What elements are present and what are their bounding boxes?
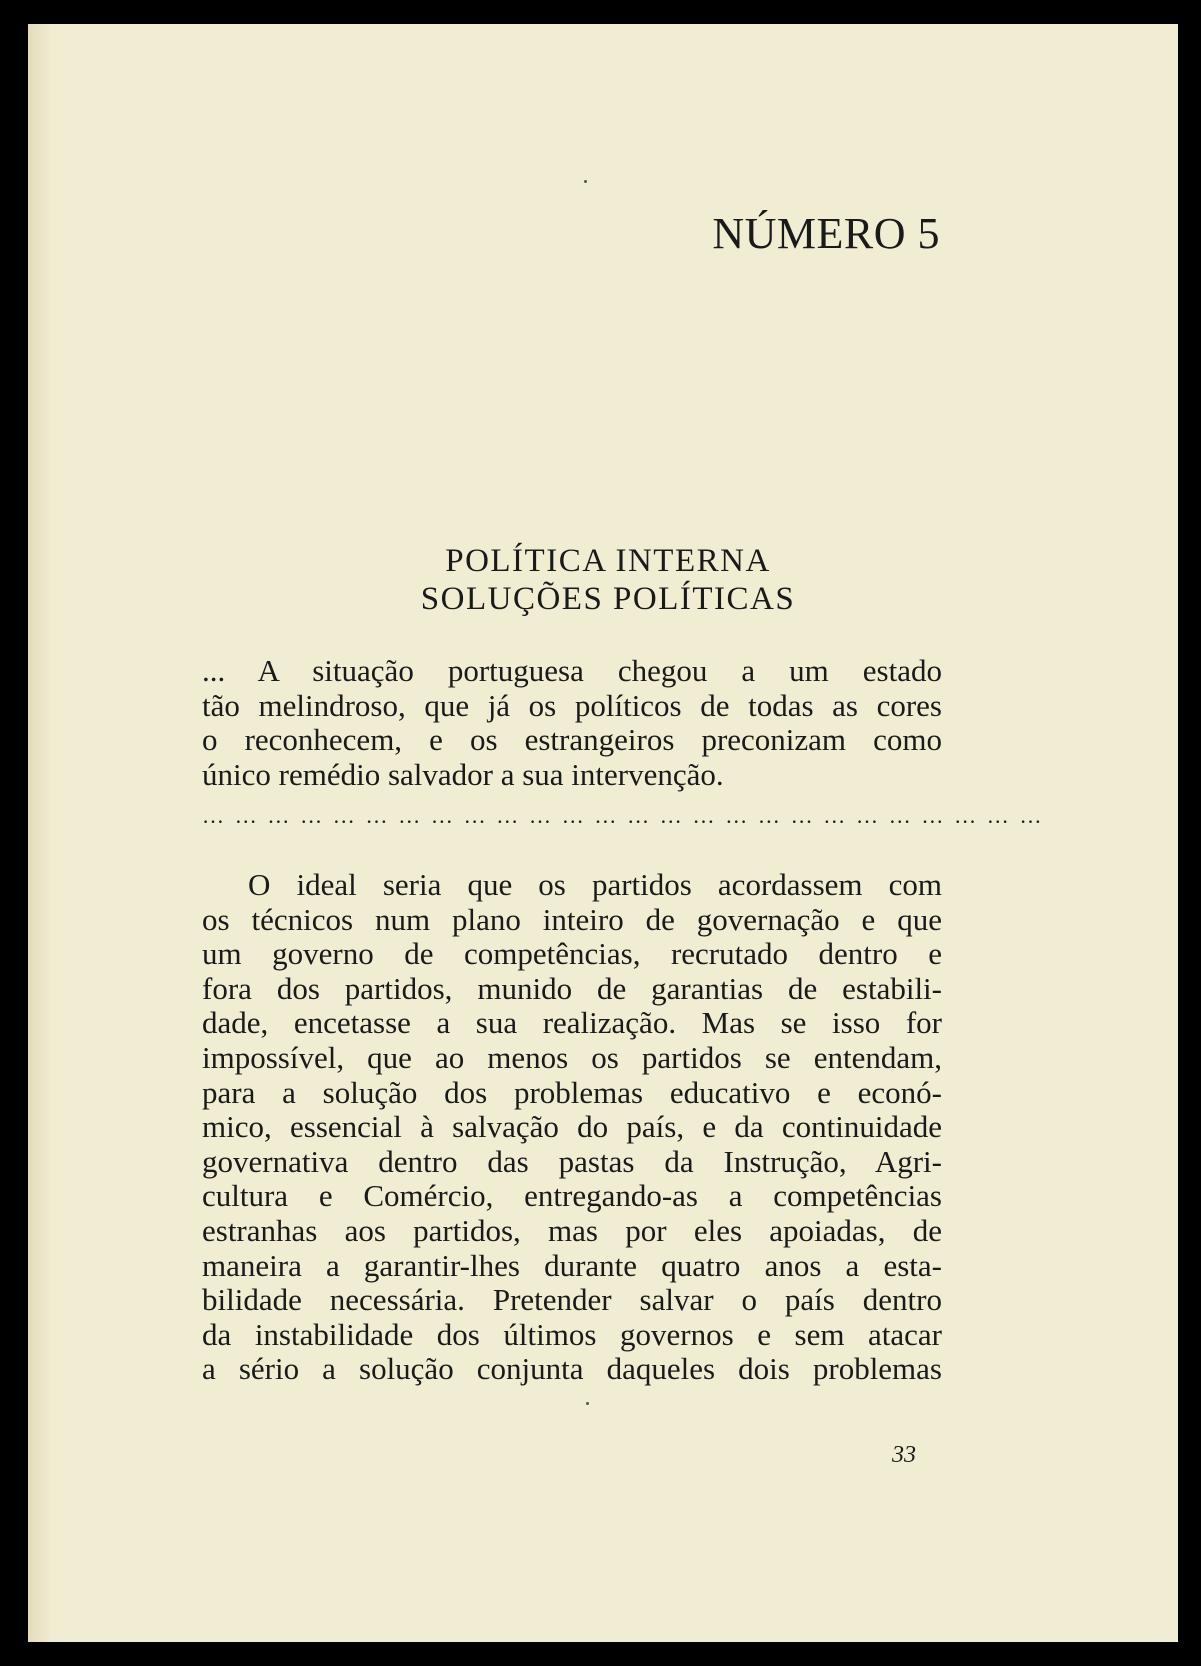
intro-paragraph <box>202 654 942 792</box>
paragraph-line: da instabilidade dos últimos governos e sem atacar <box>202 1316 942 1352</box>
book-page <box>28 24 1178 1642</box>
ellipsis-separator: … … … … … … … … … … … … … … … … … … … … … … … … … … <box>202 803 1045 828</box>
paragraph-line: o reconhecem, e os estrangeiros preconizam como <box>202 722 942 758</box>
section-heading <box>198 542 1018 618</box>
paragraph-line: dade, encetasse a sua realização. Mas se isso for <box>202 1005 942 1041</box>
paragraph-line: tão melindroso, que já os políticos de todas as cores <box>202 687 942 723</box>
paragraph-line: maneira a garantir-lhes durante quatro anos a esta- <box>202 1247 942 1283</box>
print-speck <box>584 180 587 183</box>
paragraph-line: para a solução dos problemas educativo e econó- <box>202 1074 942 1110</box>
paragraph-line: mico, essencial à salvação do país, e da continuidade <box>202 1109 942 1145</box>
print-speck <box>586 1402 589 1405</box>
paragraph-line: ... A situação portuguesa chegou a um estado <box>202 653 942 688</box>
paragraph-line: governativa dentro das pastas da Instrução, Agri- <box>202 1143 942 1179</box>
paragraph-line: a sério a solução conjunta daqueles dois problemas <box>202 1351 942 1387</box>
section-heading-line: POLÍTICA INTERNA <box>445 543 771 579</box>
paragraph-line: um governo de competências, recrutado dentro e <box>202 936 942 972</box>
paragraph-line: fora dos partidos, munido de garantias de estabili- <box>202 970 942 1006</box>
paragraph-line: bilidade necessária. Pretender salvar o país dentro <box>202 1282 942 1318</box>
paragraph-line: cultura e Comércio, entregando-as a competências <box>202 1178 942 1214</box>
page-number: 33 <box>892 1442 916 1468</box>
paragraph-line: único remédio salvador a sua intervenção. <box>202 756 724 792</box>
main-paragraph <box>202 868 942 1387</box>
paragraph-line: os técnicos num plano inteiro de governação e que <box>202 901 942 937</box>
issue-heading: NÚMERO 5 <box>712 209 940 258</box>
paragraph-line: O ideal seria que os partidos acordassem com <box>248 867 942 902</box>
section-heading-line: SOLUÇÕES POLÍTICAS <box>420 581 796 617</box>
paragraph-line: estranhas aos partidos, mas por eles apoiadas, de <box>202 1212 942 1248</box>
page-gutter-shadow <box>28 24 52 1642</box>
paragraph-line: impossível, que ao menos os partidos se entendam, <box>202 1039 942 1075</box>
